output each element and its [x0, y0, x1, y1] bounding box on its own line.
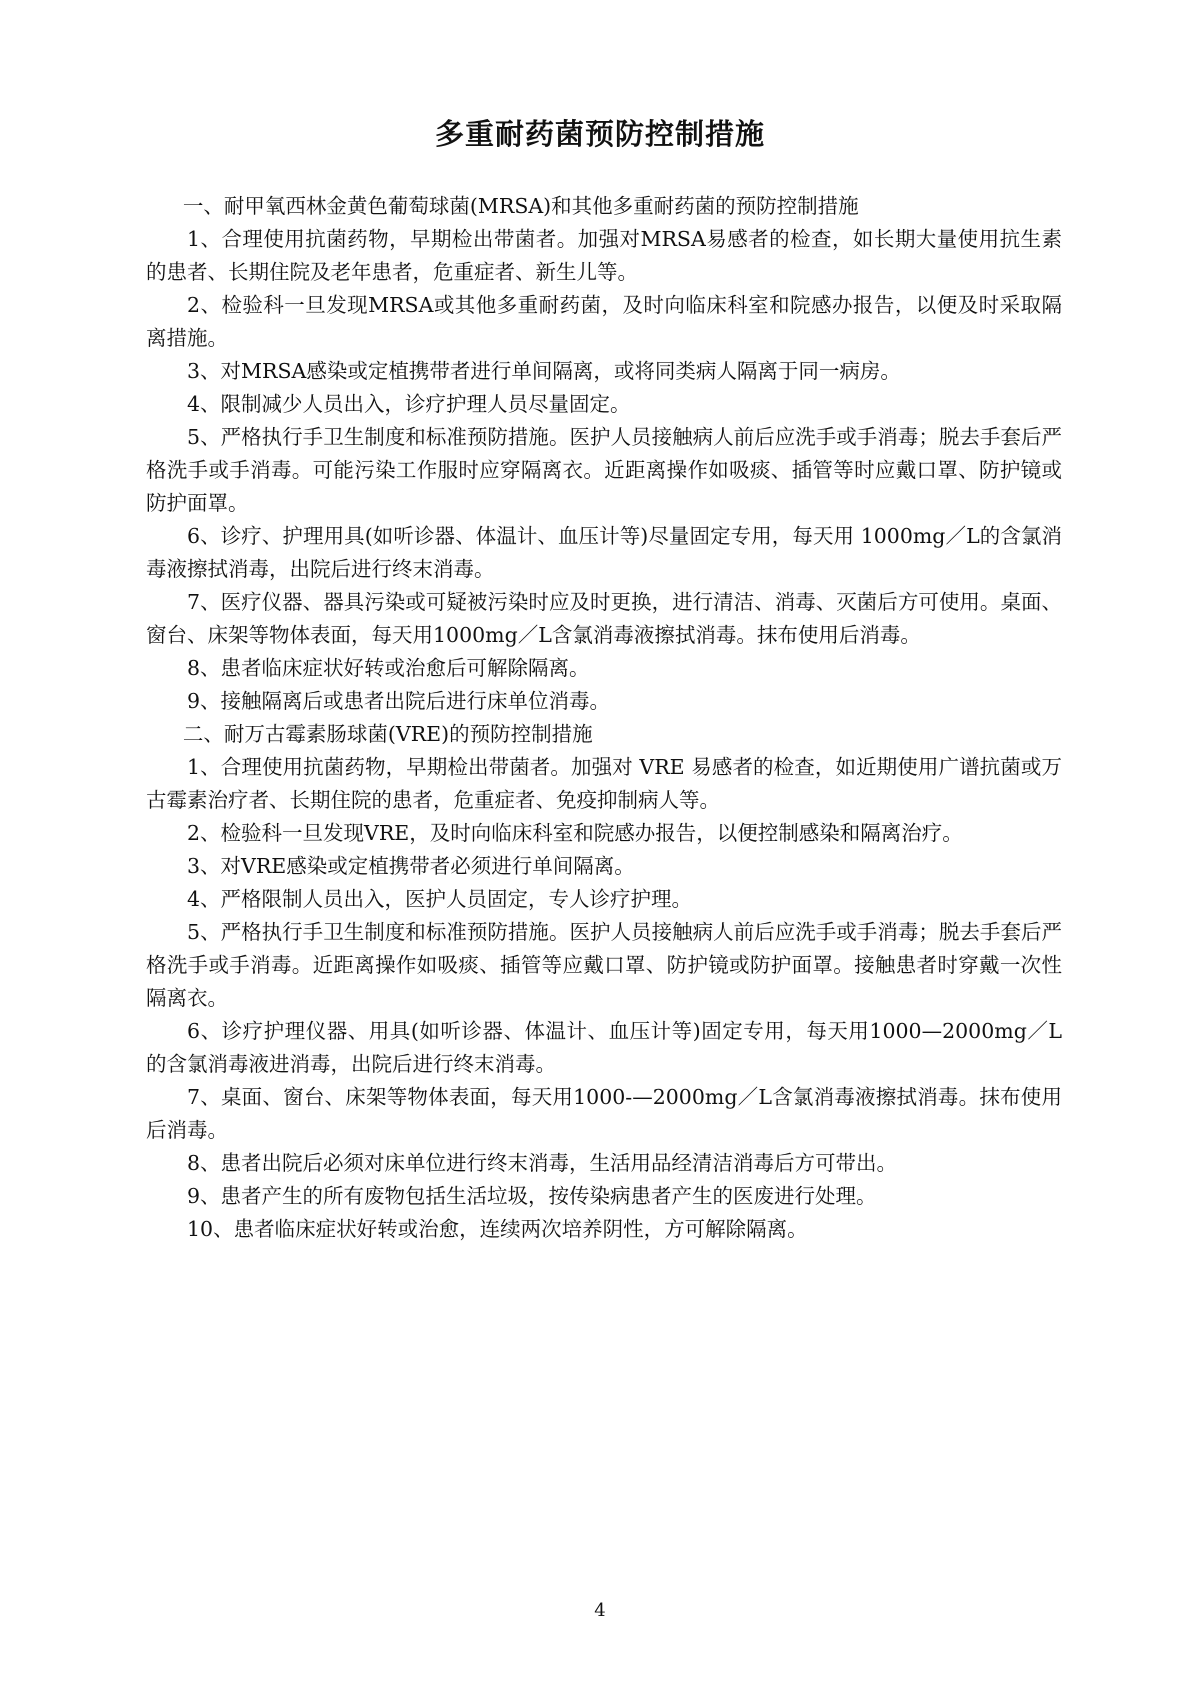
paragraph: 8、患者出院后必须对床单位进行终末消毒，生活用品经清洁消毒后方可带出。: [187, 1151, 898, 1175]
paragraph: 7、医疗仪器、器具污染或可疑被污染时应及时更换，进行清洁、消毒、灭菌后方可使用。桌面、窗台、床架等物体表面，每天用1000mg／L含氯消毒液擦拭消毒。抹布使用后消毒。: [146, 590, 1062, 647]
document-title: 多重耐药菌预防控制措施: [434, 117, 765, 151]
paragraph: 5、严格执行手卫生制度和标准预防措施。医护人员接触病人前后应洗手或手消毒；脱去手套后严格洗手或手消毒。近距离操作如吸痰、插管等应戴口罩、防护镜或防护面罩。接触患者时穿戴一次性隔离衣。: [146, 920, 1062, 1010]
paragraph: 4、限制减少人员出入，诊疗护理人员尽量固定。: [187, 392, 631, 416]
section-heading-mrsa: 一、耐甲氧西林金黄色葡萄球菌(MRSA)和其他多重耐药菌的预防控制措施: [182, 194, 859, 218]
paragraph: 1、合理使用抗菌药物，早期检出带菌者。加强对 VRE 易感者的检查，如近期使用广谱抗菌或万古霉素治疗者、长期住院的患者，危重症者、免疫抑制病人等。: [146, 755, 1062, 812]
paragraph: 6、诊疗、护理用具(如听诊器、体温计、血压计等)尽量固定专用，每天用 1000mg／L的含氯消毒液擦拭消毒，出院后进行终末消毒。: [146, 524, 1062, 581]
section-heading-vre: 二、耐万古霉素肠球菌(VRE)的预防控制措施: [182, 722, 593, 746]
paragraph: 1、合理使用抗菌药物，早期检出带菌者。加强对MRSA易感者的检查，如长期大量使用抗生素的患者、长期住院及老年患者，危重症者、新生儿等。: [146, 227, 1062, 284]
paragraph: 2、检验科一旦发现MRSA或其他多重耐药菌，及时向临床科室和院感办报告，以便及时采取隔离措施。: [146, 293, 1062, 350]
paragraph: 4、严格限制人员出入，医护人员固定，专人诊疗护理。: [187, 887, 693, 911]
paragraph: 9、接触隔离后或患者出院后进行床单位消毒。: [187, 689, 611, 713]
paragraph: 8、患者临床症状好转或治愈后可解除隔离。: [187, 656, 590, 680]
paragraph: 5、严格执行手卫生制度和标准预防措施。医护人员接触病人前后应洗手或手消毒；脱去手套后严格洗手或手消毒。可能污染工作服时应穿隔离衣。近距离操作如吸痰、插管等时应戴口罩、防护镜或防护面罩。: [146, 425, 1062, 515]
paragraph: 10、患者临床症状好转或治愈，连续两次培养阴性，方可解除隔离。: [187, 1217, 808, 1241]
paragraph: 3、对VRE感染或定植携带者必须进行单间隔离。: [187, 854, 635, 878]
paragraph: 9、患者产生的所有废物包括生活垃圾，按传染病患者产生的医废进行处理。: [187, 1184, 877, 1208]
paragraph: 3、对MRSA感染或定植携带者进行单间隔离，或将同类病人隔离于同一病房。: [187, 359, 901, 383]
paragraph: 7、桌面、窗台、床架等物体表面，每天用1000-—2000mg／L含氯消毒液擦拭消毒。抹布使用后消毒。: [146, 1085, 1062, 1142]
paragraph: 6、诊疗护理仪器、用具(如听诊器、体温计、血压计等)固定专用，每天用1000—2000mg／L的含氯消毒液进消毒，出院后进行终末消毒。: [146, 1019, 1062, 1076]
document-body: [146, 190, 1062, 1246]
page-number: 4: [594, 1600, 606, 1621]
paragraph: 2、检验科一旦发现VRE，及时向临床科室和院感办报告，以便控制感染和隔离治疗。: [187, 821, 963, 845]
